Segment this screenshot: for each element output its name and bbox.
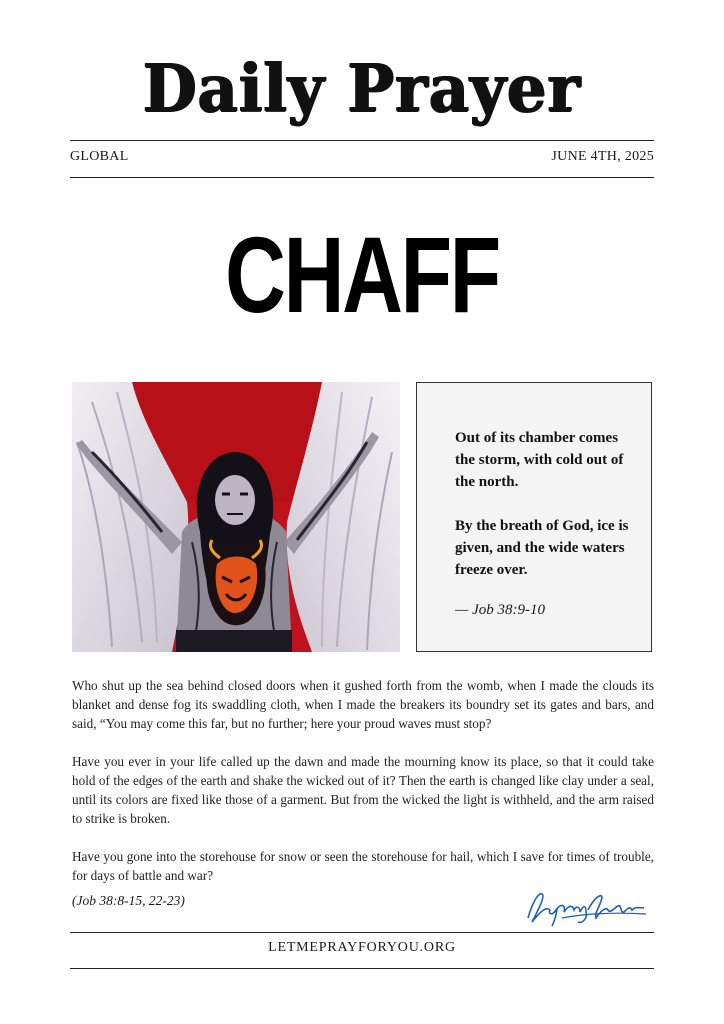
body-paragraph-3: Have you gone into the storehouse for snow or seen the storehouse for hail, which I save for times of trouble, for days of battle and war? xyxy=(72,849,654,883)
scripture-body xyxy=(72,676,654,904)
pull-quote-citation: — Job 38:9-10 xyxy=(455,602,545,618)
meta-rule xyxy=(70,177,654,178)
pull-quote-line-2: By the breath of God, ice is given, and the wide waters freeze over. xyxy=(455,518,629,578)
footer-website: LETMEPRAYFORYOU.ORG xyxy=(268,940,456,955)
pull-quote-line-1: Out of its chamber comes the storm, with cold out of the north. xyxy=(455,430,624,490)
footer-bottom-rule xyxy=(70,968,654,969)
date-label: JUNE 4TH, 2025 xyxy=(551,149,654,164)
headline: CHAFF xyxy=(225,214,499,335)
top-rule xyxy=(70,140,654,141)
region-label: GLOBAL xyxy=(70,149,129,164)
footer-top-rule xyxy=(70,932,654,933)
pull-quote xyxy=(455,427,635,603)
pull-quote-box xyxy=(416,382,652,652)
signature-image xyxy=(522,884,650,928)
body-paragraph-2: Have you ever in your life called up the dawn and made the mourning know its place, so that it could take hold of the edges of the earth and shake the wicked out of it? Then the earth is changed like clay under a seal, until its colors are fixed like those of a garment. But from the wicked the light is withheld, and the arm raised to strike is broken. xyxy=(72,754,654,826)
masthead-title: Daily Prayer xyxy=(142,50,582,127)
body-paragraph-1: Who shut up the sea behind closed doors when it gushed forth from the womb, when I made the clouds its blanket and dense fog its swaddling cloth, when I made the breakers its boundry set its gates and bars, and said, “You may come this far, but no further; here your proud waves must stop? xyxy=(72,678,654,731)
feature-photo xyxy=(72,382,400,652)
photo-illustration xyxy=(72,382,400,652)
scripture-reference: (Job 38:8-15, 22-23) xyxy=(72,893,185,908)
